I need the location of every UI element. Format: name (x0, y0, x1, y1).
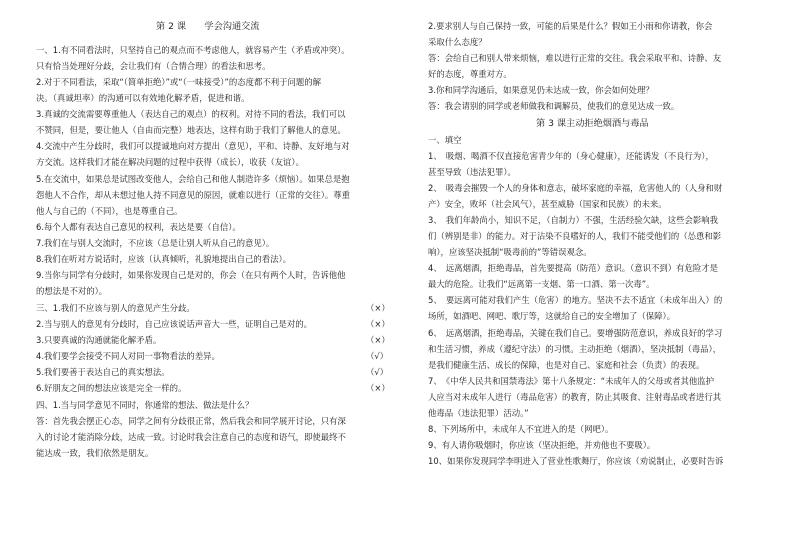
question-line: 采取什么态度？ (428, 37, 487, 47)
text-line: 3、 我们年龄尚小，知识不足，（自制力）不强，生活经验欠缺，这些会影响我 (428, 215, 719, 225)
text-line: 一、1.有不同看法时，只坚持自己的观点而不考虑他人，就容易产生（矛盾或冲突）。 (36, 45, 350, 55)
judge-item: 6.好朋友之间的想法应该是完全一样的。 (36, 383, 187, 393)
text-line: 场所，如酒吧、网吧、歌厅等，这就给自己的安全增加了（保障）。 (428, 311, 676, 321)
text-line: 6、 远离烟酒，拒绝毒品，关键在我们自己。要增强防范意识，养成良好的学习 (428, 328, 723, 338)
text-line: 响），应该坚决抵制“吸毒前的”等错误观念。 (428, 247, 592, 257)
text-line: 2.对于不同看法，采取“（简单拒绝）”或“（一味接受）”的态度都不利于问题的解 (36, 77, 321, 87)
judge-mark: （√） (366, 351, 389, 361)
answer-line: 答：首先我会摆正心态，同学之间有分歧很正常，然后我会和同学展开讨论，只有深 (36, 416, 346, 426)
text-line: 1、 吸烟、喝酒不仅直接危害青少年的（身心健康），还能诱发（不良行为）， (428, 151, 714, 161)
text-line: 9.当你与同学有分歧时，如果你发现自己是对的，你会（在只有两个人时，告诉他他 (36, 270, 346, 280)
text-line: 7、 《中华人民共和国禁毒法》第十八条规定：“未成年人的父母或者其他监护 (428, 376, 715, 386)
lesson-2-title: 第 2 课 学会沟通交流 (156, 21, 260, 32)
text-line: 6.每个人都有表达自己意见的权利，表达是要（自信）。 (36, 222, 241, 232)
text-line: 4.交流中产生分歧时，我们可以提诚地向对方提出（意见），平和、诗静、友好地与对 (36, 141, 350, 151)
question-line: 四、1.当与同学意见不同时，你通常的想法、做法是什么？ (36, 400, 254, 410)
text-line: 7.我们在与别人交流时，不应该（总是让别人听从自己的意见）。 (36, 238, 275, 248)
answer-line: 好的态度，尊重对方。 (428, 69, 512, 79)
text-line: 怨他人不合作，却从未想过他人持不同意见的原因，就难以进行（正常的交往）。尊重 (36, 190, 351, 200)
text-line: 人应当对未成年人进行（毒品危害）的教育，防止其吸食、注射毒品或者进行其 (428, 392, 722, 402)
text-line: 只有恰当处理好分歧，会让我们有（合情合理）的看法和思考。 (36, 61, 271, 71)
text-line: 甚至导致（违法犯罪）。 (428, 167, 516, 177)
text-line: 他人与自己的（不同），也是尊重自己。 (36, 206, 183, 216)
answer-line: 能达成一致，我们依然是朋友。 (36, 448, 154, 458)
text-line: 最大的危险。让我们“远离第一支烟、第一口酒、第一次毒”。 (428, 279, 655, 289)
text-line: 4、 远离烟酒，拒绝毒品，首先要提高（防范）意识。（意识不到）有危险才是 (428, 263, 719, 273)
section-heading: 一、填空 (428, 135, 462, 145)
text-line: 8、下列场所中，未成年人不宜进入的是（网吧）。 (428, 424, 614, 434)
text-line: 3.真诚的交流需要尊重他人（表达自己的观点）的权利。对待不同的看法，我们可以 (36, 109, 346, 119)
text-line: 5、 要远离可能对我们产生（危害）的地方。坚决不去不适宜（未成年出入）的 (428, 295, 723, 305)
judge-mark: （×） (366, 319, 390, 329)
judge-item: 3.只要真诚的沟通就能化解矛盾。 (36, 335, 162, 345)
text-line: 决。（真诚坦率）的沟通可以有效地化解矛盾，促进和谐。 (36, 93, 250, 103)
judge-item: 4.我们要学会接受不同人对同一事物看法的差异。 (36, 351, 220, 361)
text-line: 和生活习惯，养成（遵纪守法）的习惯。主动拒绝（烟酒），坚决抵制（毒品）， (428, 344, 722, 354)
text-line: 是我们健康生活、成长的保障，也是对自己、家庭和社会（负责）的表现。 (428, 360, 705, 370)
answer-line: 答：会给自己和别人带来烦恼，难以进行正常的交往。我会采取平和、诗静、友 (428, 53, 722, 63)
text-line: 他毒品（违法犯罪）活动。” (428, 408, 529, 418)
question-line: 3.你和同学沟通后，如果意见仍未达成一致，你会如何处理？ (428, 85, 654, 95)
text-line: 产）安全，败坏（社会风气），甚至威胁（国家和民族）的未来。 (428, 199, 667, 209)
judge-item: 三、1.我们不应该与别人的意见产生分歧。 (36, 303, 195, 313)
answer-line: 入的讨论才能消除分歧，达成一致。讨论时我会注意自己的态度和语气，即使最终不 (36, 432, 346, 442)
text-line: 9、有人请你吸烟时，你应该（坚决拒绝，并劝他也不要吸）。 (428, 440, 656, 450)
text-line: 们（辨别是非）的能力。对于沾染不良嗜好的人，我们不能受他们的（怂恿和影 (428, 231, 722, 241)
lesson-3-title: 第 3 课主动拒绝烟酒与毒品 (536, 118, 649, 129)
answer-line: 答：我会请别的同学或老师做我和调解员，使我们的意见达成一致。 (428, 101, 680, 111)
text-line: 的想法是不对的）。 (36, 286, 108, 296)
judge-item: 2.当与别人的意见有分歧时，自己应该说话声音大一些，证明自己是对的。 (36, 319, 312, 329)
text-line: 10、如果你发现同学李明进入了营业性歌舞厅，你应该（劝说制止，必要时告诉 (428, 456, 724, 466)
judge-item: 5.我们要善于表达自己的真实想法。 (36, 367, 170, 377)
judge-mark: （×） (366, 383, 390, 393)
text-line: 8.我们在听对方说话时，应该（认真倾听，礼貌地提出自己的看法）。 (36, 254, 292, 264)
text-line: 不赞同，但是，要让他人（自由而完整）地表达，这样有助于我们了解他人的意见。 (36, 125, 346, 135)
text-line: 方交流。这样我们才能在解决问题的过程中获得（成长），收获（友谊）。 (36, 157, 304, 167)
judge-mark: （×） (366, 335, 390, 345)
judge-mark: （√） (366, 367, 389, 377)
judge-mark: （×） (366, 303, 390, 313)
question-line: 2.要求别人与自己保持一致，可能的后果是什么？假如王小雨和你请教，你会 (428, 21, 713, 31)
text-line: 2、 吸毒会摧毁一个人的身体和意志，破坏家庭的幸福，危害他人的（人身和财 (428, 183, 723, 193)
text-line: 5.在交流中，如果总是试图改变他人，会给自己和他人制造许多（烦恼）。如果总是抱 (36, 174, 350, 184)
